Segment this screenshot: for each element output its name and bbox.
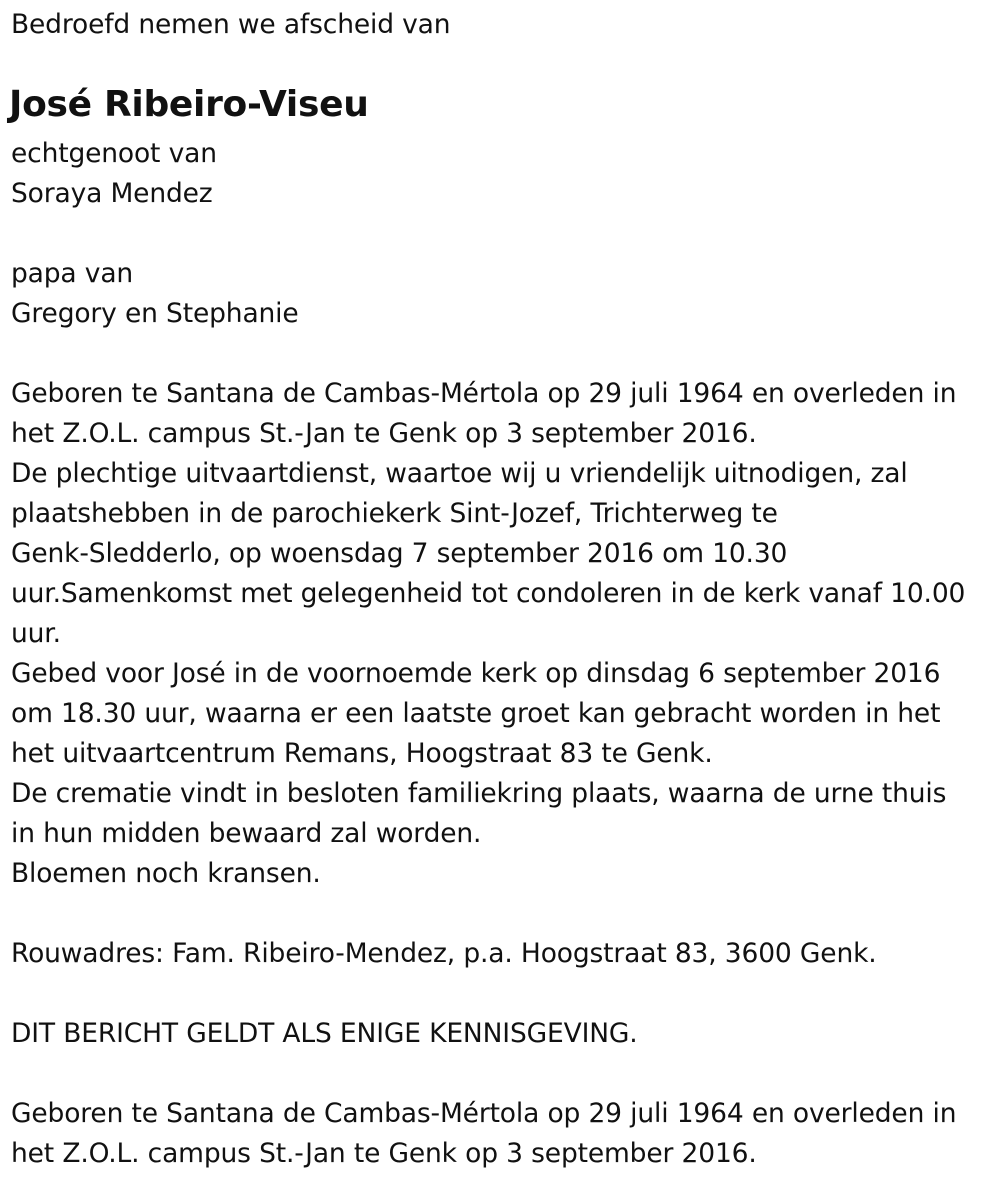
body-line: De plechtige uitvaartdienst, waartoe wij u vriendelijk uitnodigen, zal xyxy=(11,458,908,489)
children-names: Gregory en Stephanie xyxy=(11,298,299,329)
address-block xyxy=(11,934,877,974)
body-line: Geboren te Santana de Cambas-Mértola op 29 juli 1964 en overleden in xyxy=(11,378,957,409)
spouse-name: Soraya Mendez xyxy=(11,178,213,209)
spouse-block xyxy=(11,134,217,214)
footer-paragraph xyxy=(11,1094,956,1174)
body-line: Gebed voor José in de voornoemde kerk op dinsdag 6 september 2016 xyxy=(11,658,941,689)
deceased-name: José Ribeiro-Viseu xyxy=(9,84,369,125)
spouse-label: echtgenoot van xyxy=(11,138,217,169)
footer-line: het Z.O.L. campus St.-Jan te Genk op 3 september 2016. xyxy=(11,1138,757,1169)
children-label: papa van xyxy=(11,258,134,289)
intro-text: Bedroefd nemen we afscheid van xyxy=(11,9,451,40)
body-line: uur. xyxy=(11,618,61,649)
body-line: Genk-Sledderlo, op woensdag 7 september 2016 om 10.30 xyxy=(11,538,788,569)
body-paragraph xyxy=(11,374,965,894)
children-block xyxy=(11,254,299,334)
body-line: plaatshebben in de parochiekerk Sint-Jozef, Trichterweg te xyxy=(11,498,778,529)
body-line: Bloemen noch kransen. xyxy=(11,858,321,889)
body-line: het uitvaartcentrum Remans, Hoogstraat 83 te Genk. xyxy=(11,738,713,769)
body-line: De crematie vindt in besloten familiekring plaats, waarna de urne thuis xyxy=(11,778,947,809)
body-line: om 18.30 uur, waarna er een laatste groet kan gebracht worden in het xyxy=(11,698,941,729)
footer-line: Geboren te Santana de Cambas-Mértola op 29 juli 1964 en overleden in xyxy=(11,1098,957,1129)
notice-text: DIT BERICHT GELDT ALS ENIGE KENNISGEVING. xyxy=(11,1018,638,1049)
funeral-address: Rouwadres: Fam. Ribeiro-Mendez, p.a. Hoogstraat 83, 3600 Genk. xyxy=(11,938,877,969)
body-line: het Z.O.L. campus St.-Jan te Genk op 3 september 2016. xyxy=(11,418,757,449)
body-line: uur.Samenkomst met gelegenheid tot condoleren in de kerk vanaf 10.00 xyxy=(11,578,966,609)
notice-block xyxy=(11,1014,638,1054)
body-line: in hun midden bewaard zal worden. xyxy=(11,818,482,849)
